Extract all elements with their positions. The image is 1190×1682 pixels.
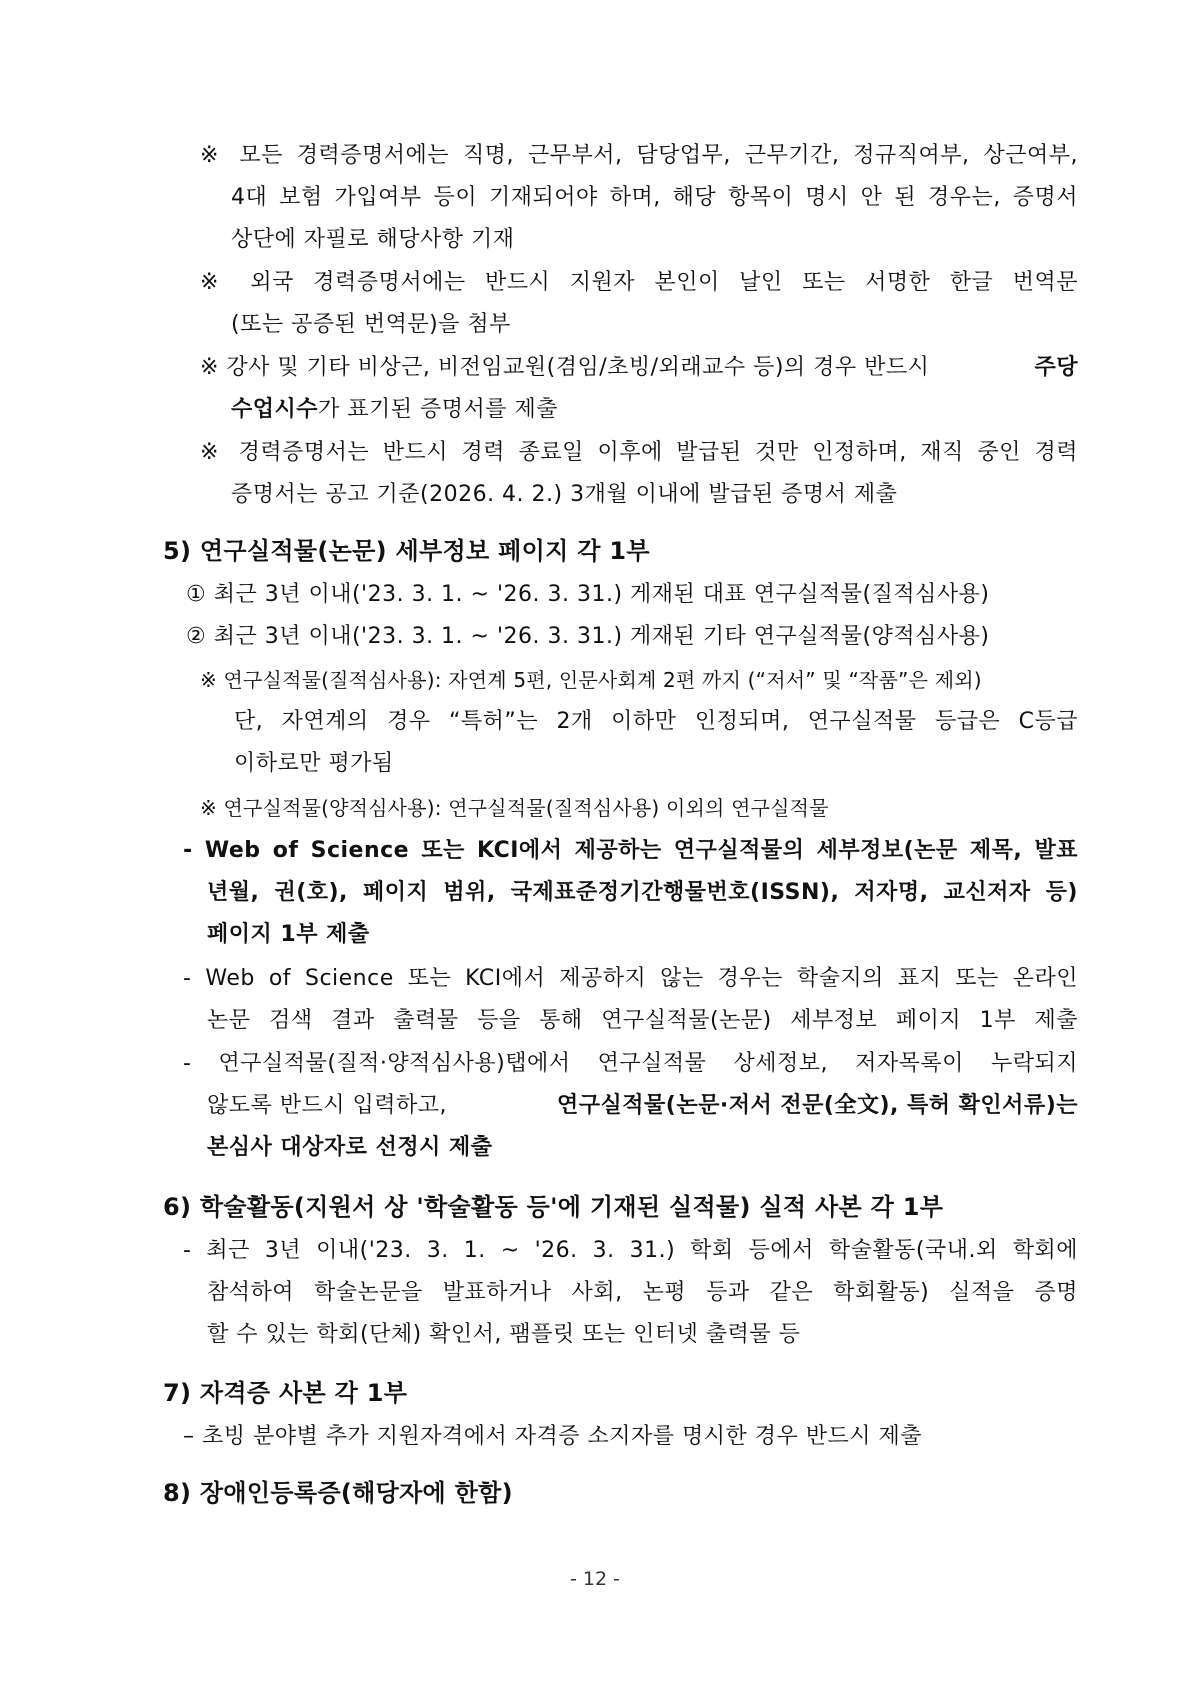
note-issue-date-line1: ※ 경력증명서는 반드시 경력 종료일 이후에 발급된 것만 인정하며, 재직 중인 경력 bbox=[200, 440, 1078, 465]
section5-dash3-line1: - 연구실적물(질적·양적심사용)탭에서 연구실적물 상세정보, 저자목록이 누락되지 bbox=[183, 1051, 1078, 1076]
note-lecturer-line2 bbox=[231, 395, 558, 425]
section8-heading: 8) 장애인등록증(해당자에 한함) bbox=[163, 1479, 513, 1507]
note-career-certificate-line2: 4대 보험 가입여부 등이 기재되어야 하며, 해당 항목이 명시 안 된 경우는, 증명서 bbox=[231, 185, 1078, 210]
section5-dash3-line2-bold: 연구실적물(논문·저서 전문(全文), 특허 확인서류)는 bbox=[557, 1093, 1078, 1118]
section5-dash1-line3: 페이지 1부 제출 bbox=[207, 922, 370, 947]
section5-heading: 5) 연구실적물(논문) 세부정보 페이지 각 1부 bbox=[163, 537, 650, 565]
section5-note1-line1: ※ 연구실적물(질적심사용): 자연계 5편, 인문사회계 2편 까지 (“저서” 및 “작품”은 제외) bbox=[200, 668, 982, 692]
section6-line1: - 최근 3년 이내('23. 3. 1. ~ '26. 3. 31.) 학회 등에서 학술활동(국내.외 학회에 bbox=[183, 1238, 1078, 1263]
section5-item2: ② 최근 3년 이내('23. 3. 1. ~ '26. 3. 31.) 게재된 기타 연구실적물(양적심사용) bbox=[186, 624, 990, 649]
section5-dash3-line2 bbox=[207, 1091, 1078, 1121]
section6-line2: 참석하여 학술논문을 발표하거나 사회, 논평 등과 같은 학회활동) 실적을 증명 bbox=[207, 1280, 1078, 1305]
note-lecturer-line2-text: 가 표기된 증명서를 제출 bbox=[318, 397, 559, 422]
section5-dash2-line1: - Web of Science 또는 KCI에서 제공하지 않는 경우는 학술지의 표지 또는 온라인 bbox=[183, 966, 1078, 991]
note-issue-date-line2: 증명서는 공고 기준(2026. 4. 2.) 3개월 이내에 발급된 증명서 제출 bbox=[231, 482, 898, 507]
section6-heading: 6) 학술활동(지원서 상 '학술활동 등'에 기재된 실적물) 실적 사본 각 1부 bbox=[163, 1193, 944, 1221]
section5-dash1-line2: 년월, 권(호), 페이지 범위, 국제표준정기간행물번호(ISSN), 저자명, 교신저자 등) bbox=[207, 880, 1078, 905]
section5-item1: ① 최근 3년 이내('23. 3. 1. ~ '26. 3. 31.) 게재된 대표 연구실적물(질적심사용) bbox=[186, 582, 990, 607]
note-lecturer-line1-text: ※ 강사 및 기타 비상근, 비전임교원(겸임/초빙/외래교수 등)의 경우 반드시 bbox=[200, 355, 930, 380]
section5-note1-line3: 이하로만 평가됨 bbox=[234, 751, 394, 776]
note-lecturer-line1 bbox=[200, 353, 1078, 383]
note-foreign-certificate-line2: (또는 공증된 번역문)을 첨부 bbox=[231, 312, 511, 337]
note-lecturer-line2-bold: 수업시수 bbox=[231, 397, 319, 422]
note-foreign-certificate-line1: ※ 외국 경력증명서에는 반드시 지원자 본인이 날인 또는 서명한 한글 번역문 bbox=[200, 270, 1078, 295]
section5-dash3-line2-text: 않도록 반드시 입력하고, bbox=[207, 1093, 448, 1118]
section5-note1-line2: 단, 자연계의 경우 “특허”는 2개 이하만 인정되며, 연구실적물 등급은 C등급 bbox=[234, 709, 1078, 734]
section5-note2: ※ 연구실적물(양적심사용): 연구실적물(질적심사용) 이외의 연구실적물 bbox=[200, 796, 829, 820]
note-career-certificate-line3: 상단에 자필로 해당사항 기재 bbox=[231, 227, 515, 252]
section6-line3: 할 수 있는 학회(단체) 확인서, 팸플릿 또는 인터넷 출력물 등 bbox=[207, 1322, 801, 1347]
note-career-certificate-line1: ※ 모든 경력증명서에는 직명, 근무부서, 담당업무, 근무기간, 정규직여부, 상근여부, bbox=[200, 143, 1078, 168]
section5-dash2-line2: 논문 검색 결과 출력물 등을 통해 연구실적물(논문) 세부정보 페이지 1부 제출 bbox=[207, 1008, 1078, 1033]
section5-dash1-line1: - Web of Science 또는 KCI에서 제공하는 연구실적물의 세부정보(논문 제목, 발표 bbox=[183, 838, 1078, 863]
section7-line1: – 초빙 분야별 추가 지원자격에서 자격증 소지자를 명시한 경우 반드시 제출 bbox=[183, 1424, 922, 1449]
section7-heading: 7) 자격증 사본 각 1부 bbox=[163, 1379, 408, 1407]
page-number: - 12 - bbox=[570, 1568, 620, 1590]
section5-dash3-line3: 본심사 대상자로 선정시 제출 bbox=[207, 1135, 493, 1160]
note-lecturer-line1-bold: 주당 bbox=[1034, 355, 1078, 380]
